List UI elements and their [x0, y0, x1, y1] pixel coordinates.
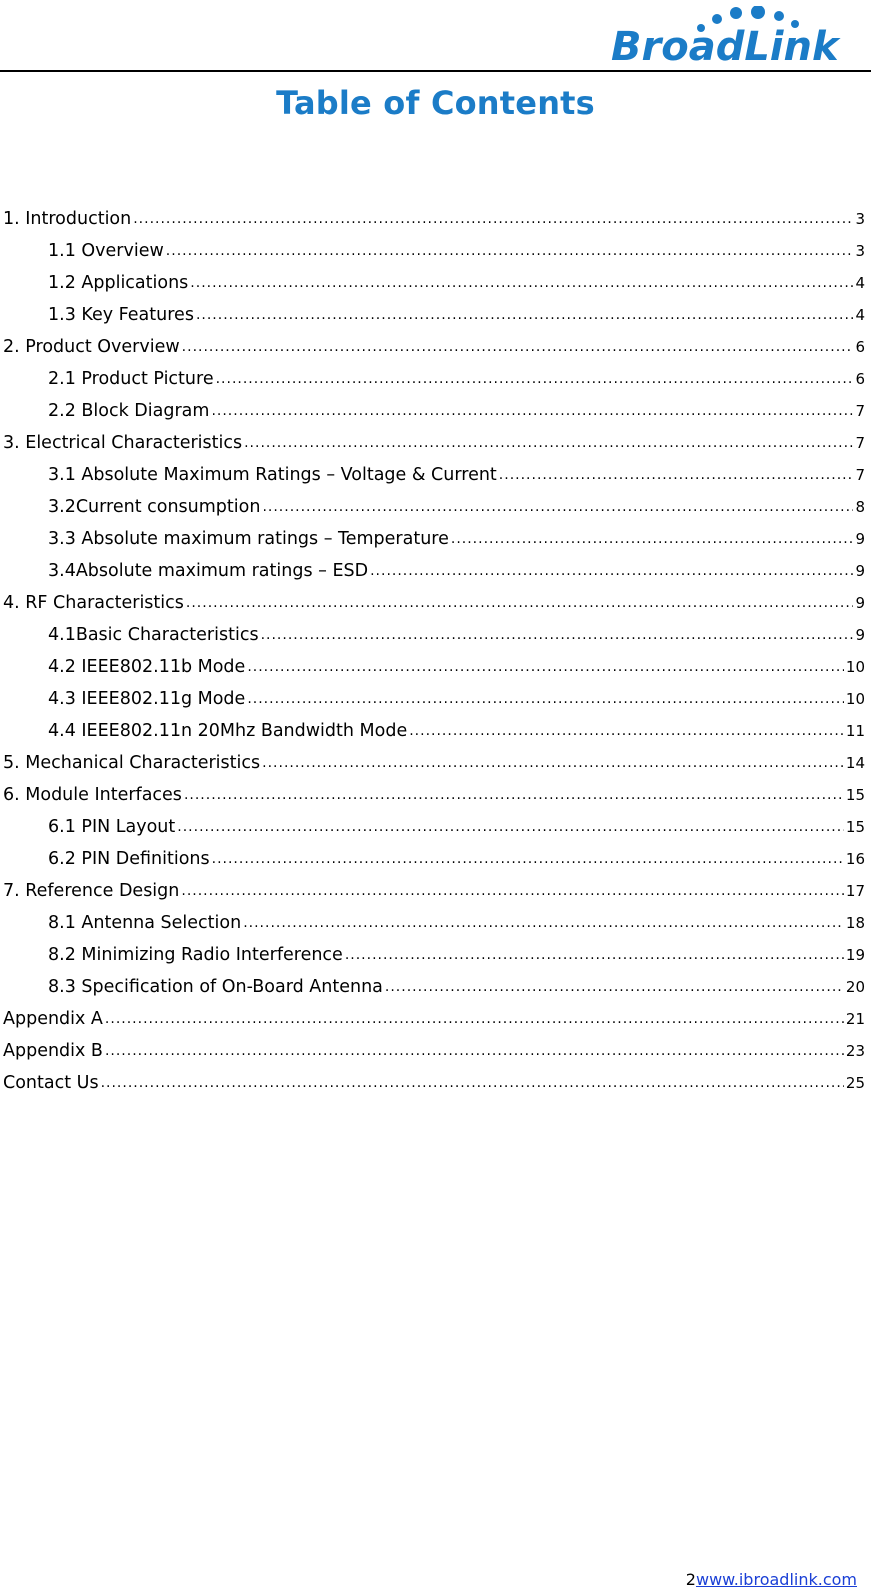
toc-entry[interactable]	[3, 235, 865, 267]
toc-entry-page: 9	[855, 562, 865, 580]
toc-dot-leader	[105, 1035, 844, 1067]
toc-entry[interactable]	[3, 843, 865, 875]
toc-dot-leader	[182, 331, 854, 363]
toc-entry-label: 3.1 Absolute Maximum Ratings – Voltage & Current	[48, 465, 497, 485]
toc-dot-leader	[243, 907, 844, 939]
toc-entry-label: 4. RF Characteristics	[3, 593, 184, 613]
toc-entry-page: 6	[855, 338, 865, 356]
toc-entry[interactable]	[3, 811, 865, 843]
toc-entry-page: 25	[845, 1074, 865, 1092]
toc-entry[interactable]	[3, 555, 865, 587]
toc-entry-page: 15	[845, 818, 865, 836]
toc-entry-page: 3	[855, 210, 865, 228]
broadlink-logo	[609, 6, 859, 66]
logo-wordmark: BroadLink	[611, 24, 839, 66]
toc-entry-label: 1.1 Overview	[48, 241, 164, 261]
toc-entry-label: 8.2 Minimizing Radio Interference	[48, 945, 343, 965]
toc-dot-leader	[101, 1067, 844, 1099]
toc-entry-label: 6. Module Interfaces	[3, 785, 182, 805]
toc-entry[interactable]	[3, 587, 865, 619]
toc-entry-page: 21	[845, 1010, 865, 1028]
toc-dot-leader	[212, 843, 844, 875]
toc-entry[interactable]	[3, 1003, 865, 1035]
toc-entry-label: 4.1Basic Characteristics	[48, 625, 259, 645]
toc-entry[interactable]	[3, 747, 865, 779]
toc-entry-page: 20	[845, 978, 865, 996]
toc-entry[interactable]	[3, 523, 865, 555]
toc-entry-page: 9	[855, 626, 865, 644]
toc-entry-page: 9	[855, 594, 865, 612]
toc-entry[interactable]	[3, 1035, 865, 1067]
page-title: Table of Contents	[276, 84, 595, 122]
toc-entry-page: 15	[845, 786, 865, 804]
toc-entry-page: 6	[855, 370, 865, 388]
table-of-contents	[3, 203, 865, 1099]
toc-dot-leader	[247, 651, 844, 683]
toc-entry[interactable]	[3, 1067, 865, 1099]
toc-entry[interactable]	[3, 203, 865, 235]
toc-entry-label: 2.1 Product Picture	[48, 369, 214, 389]
toc-entry[interactable]	[3, 779, 865, 811]
page-header	[0, 0, 871, 72]
toc-entry-page: 19	[845, 946, 865, 964]
page-footer	[686, 1570, 857, 1589]
toc-entry-page: 7	[855, 402, 865, 420]
toc-dot-leader	[345, 939, 844, 971]
toc-entry-label: 3. Electrical Characteristics	[3, 433, 243, 453]
toc-dot-leader	[409, 715, 844, 747]
toc-dot-leader	[247, 683, 844, 715]
toc-entry-label: Contact Us	[3, 1073, 99, 1093]
toc-entry[interactable]	[3, 875, 865, 907]
toc-entry-page: 7	[855, 466, 865, 484]
toc-entry[interactable]	[3, 331, 865, 363]
toc-entry-label: 1.3 Key Features	[48, 305, 194, 325]
toc-entry-page: 11	[845, 722, 865, 740]
toc-entry[interactable]	[3, 683, 865, 715]
toc-entry-label: 3.2Current consumption	[48, 497, 261, 517]
toc-dot-leader	[261, 619, 854, 651]
toc-entry-label: 6.1 PIN Layout	[48, 817, 176, 837]
toc-entry[interactable]	[3, 299, 865, 331]
toc-dot-leader	[177, 811, 844, 843]
toc-entry-label: Appendix B	[3, 1041, 103, 1061]
toc-entry[interactable]	[3, 427, 865, 459]
toc-entry[interactable]	[3, 619, 865, 651]
toc-dot-leader	[166, 235, 854, 267]
toc-entry[interactable]	[3, 907, 865, 939]
toc-entry-page: 4	[855, 306, 865, 324]
toc-entry[interactable]	[3, 395, 865, 427]
toc-entry-page: 4	[855, 274, 865, 292]
toc-dot-leader	[196, 299, 854, 331]
toc-dot-leader	[105, 1003, 844, 1035]
toc-entry[interactable]	[3, 459, 865, 491]
toc-dot-leader	[499, 459, 854, 491]
toc-entry-page: 23	[845, 1042, 865, 1060]
toc-dot-leader	[211, 395, 853, 427]
toc-dot-leader	[244, 427, 853, 459]
toc-entry-label: 4.4 IEEE802.11n 20Mhz Bandwidth Mode	[48, 721, 408, 741]
toc-entry-label: 3.4Absolute maximum ratings – ESD	[48, 561, 369, 581]
toc-entry-label: 1. Introduction	[3, 209, 132, 229]
toc-entry[interactable]	[3, 939, 865, 971]
toc-dot-leader	[133, 203, 853, 235]
toc-entry-page: 8	[855, 498, 865, 516]
toc-dot-leader	[216, 363, 854, 395]
toc-dot-leader	[370, 555, 853, 587]
toc-entry-label: 8.1 Antenna Selection	[48, 913, 242, 933]
toc-entry-page: 14	[845, 754, 865, 772]
toc-dot-leader	[451, 523, 854, 555]
toc-dot-leader	[184, 779, 844, 811]
toc-dot-leader	[190, 267, 853, 299]
toc-entry[interactable]	[3, 971, 865, 1003]
broadlink-logo-graphic	[609, 6, 859, 66]
toc-entry-label: 1.2 Applications	[48, 273, 189, 293]
toc-entry[interactable]	[3, 267, 865, 299]
toc-entry-page: 10	[845, 690, 865, 708]
page-number: 2	[685, 1570, 696, 1589]
toc-entry-page: 17	[845, 882, 865, 900]
toc-entry-label: 3.3 Absolute maximum ratings – Temperature	[48, 529, 449, 549]
toc-entry-page: 7	[855, 434, 865, 452]
toc-entry-label: 4.2 IEEE802.11b Mode	[48, 657, 246, 677]
toc-entry[interactable]	[3, 715, 865, 747]
toc-entry-label: 7. Reference Design	[3, 881, 180, 901]
toc-entry-label: Appendix A	[3, 1009, 103, 1029]
toc-entry-label: 2. Product Overview	[3, 337, 180, 357]
toc-entry-page: 9	[855, 530, 865, 548]
toc-entry-page: 16	[845, 850, 865, 868]
toc-dot-leader	[186, 587, 854, 619]
toc-entry[interactable]	[3, 651, 865, 683]
website-link[interactable]: www.ibroadlink.com	[695, 1570, 857, 1589]
toc-dot-leader	[181, 875, 844, 907]
toc-dot-leader	[262, 747, 844, 779]
toc-entry-page: 3	[855, 242, 865, 260]
toc-entry-label: 5. Mechanical Characteristics	[3, 753, 261, 773]
toc-entry-label: 2.2 Block Diagram	[48, 401, 210, 421]
toc-entry-page: 10	[845, 658, 865, 676]
toc-entry-page: 18	[845, 914, 865, 932]
toc-dot-leader	[385, 971, 844, 1003]
toc-entry[interactable]	[3, 363, 865, 395]
toc-entry-label: 4.3 IEEE802.11g Mode	[48, 689, 246, 709]
toc-entry-label: 6.2 PIN Definitions	[48, 849, 210, 869]
toc-entry-label: 8.3 Specification of On-Board Antenna	[48, 977, 383, 997]
toc-dot-leader	[262, 491, 853, 523]
toc-entry[interactable]	[3, 491, 865, 523]
